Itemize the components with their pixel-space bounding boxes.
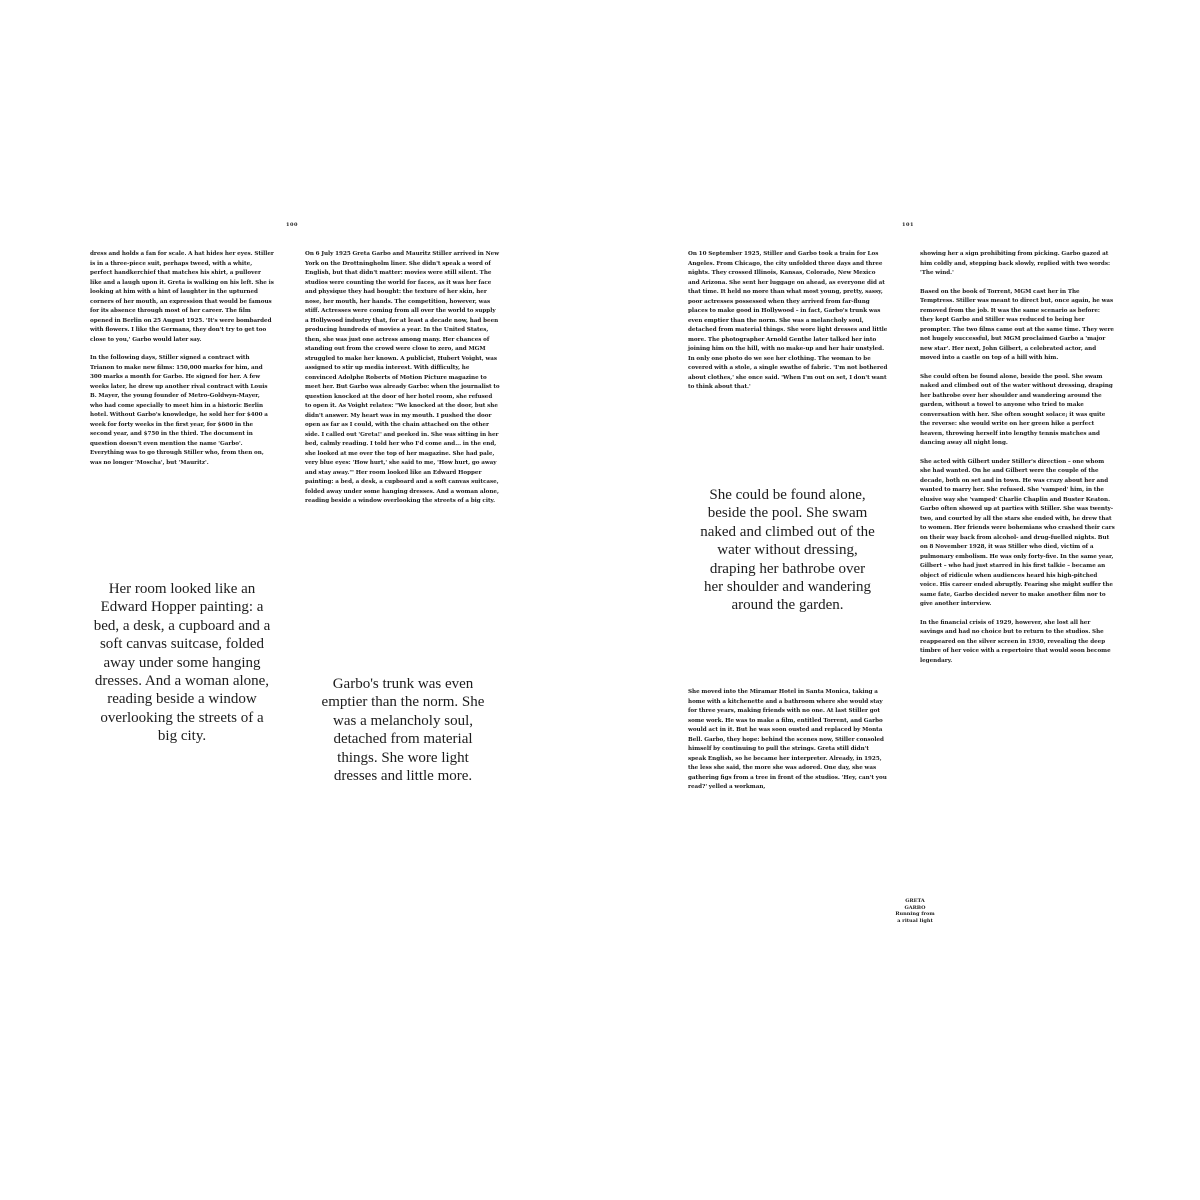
left-column-2 [305,250,500,516]
right-column-1-continued [688,688,888,802]
right-column-1 [688,250,888,402]
footer-line: GARBO [904,904,926,911]
footer-line: Running from [895,911,935,917]
paragraph: She moved into the Miramar Hotel in Santa Monica, taking a home with a kitchenette and a bathroom where she would stay for three years, making friends with no one. At last Stiller got some work. He was to make a film, entitled Torrent, and Garbo would act in it. But he was soon ousted and replaced by Monta Bell. Garbo, they hope: behind the scenes now, Stiller consoled himself by continuing to pull the strings. Greta still didn't speak English, so he became her interpreter. Already, in 1925, the less she said, the more she was adored. One day, she was gathering figs from a tree in front of the studios. 'Hey, can't you read?' yelled a workman, [688,689,887,790]
paragraph: In the financial crisis of 1929, however, she lost all her savings and had no choice but to return to the studios. She reappeared on the silver screen in 1930, revealing the deep timbre of her voice with a repertoire that would soon become legendary. [920,619,1111,664]
right-page [600,0,1200,1200]
pull-quote-trunk: Garbo's trunk was even emptier than the norm. She was a melancholy soul, detached from material things. She wore light dresses and little more. [321,676,485,785]
pull-quote-pool: She could be found alone, beside the pool. She swam naked and climbed out of the water without dressing, draping her bathrobe over her shoulder and wandering around the garden. [700,487,875,614]
paragraph: She acted with Gilbert under Stiller's direction – one whom she had wanted. On he and Gilbert were the couple of the decade, both on set and in town. He was crazy about her and wanted to marry her. She refused. She 'vamped' him, in the elusive way she 'vamped' Charlie Chaplin and Buster Keaton. Garbo often showed up at parties with Stiller. She was twenty-two, and courted by all the stars she ended with, he drew that to women. Her friends were bohemians who crashed their cars on their way back from alcohol- and drug-fuelled nights. But on 8 November 1928, it was Stiller who died, victim of a pulmonary embolism. He was only forty-five. In the same year, Gilbert – who had just starred in his first talkie – became an object of ridicule when audiences heard his high-pitched voice. His career ended abruptly. Fearing she might suffer the same fate, Garbo decided never to make another film nor to give another interview. [920,458,1115,607]
paragraph: In the following days, Stiller signed a contract with Trianon to make new films: 150,000 marks for him, and 300 marks a month for Garbo. He signed for her. A few weeks later, he drew up another rival contract with Louis B. Mayer, the young founder of Metro-Goldwyn-Mayer, who had come specially to meet him in a historic Berlin hotel. Without Garbo's knowledge, he sold her for $400 a week for forty weeks in the first year, for $600 in the second year, and $750 in the third. The document in question doesn't even mention the name 'Garbo'. Everything was to go through Stiller who, from then on, was no longer 'Moscha', but 'Mauritz'. [90,355,268,466]
paragraph: On 10 September 1925, Stiller and Garbo took a train for Los Angeles. From Chicago, the city unfolded three days and three nights. They crossed Illinois, Kansas, Colorado, New Mexico and Arizona. She sent her luggage on ahead, as everyone did at that time. It held no more than what most young, pretty, sassy, poor actresses possessed when they arrived from far-flung places to make good in Hollywood – in fact, Garbo's trunk was even emptier than the norm. She was a melancholy soul, detached from material things. She wore light dresses and little more. The photographer Arnold Genthe later talked her into joining him on the hill, with no make-up and her hair unstyled. In only one photo do we see her clothing. The woman to be covered with a stole, a single swathe of fabric. 'I'm not bothered about clothes,' she once said. 'When I'm out on set, I don't want to think about that.' [688,251,888,390]
paragraph: showing her a sign prohibiting from picking. Garbo gazed at him coldly and, stepping back slowly, replied with two words: 'The wind.' [920,251,1111,276]
pull-quote-hopper: Her room looked like an Edward Hopper painting: a bed, a desk, a cupboard and a soft canvas suitcase, folded away under some hanging dresses. And a woman alone, reading beside a window overlooking the streets of a big city. [93,581,271,745]
left-column-1 [90,250,274,477]
paragraph: On 6 July 1925 Greta Garbo and Mauritz Stiller arrived in New York on the Drottningholm liner. She didn't speak a word of English, but that didn't matter: movies were still silent. The studios were counting the world for faces, as it was her face and physique they had bought: the texture of her skin, her nose, her mouth, her hands. The competition, however, was stiff. Actresses were coming from all over the world to supply a Hollywood industry that, for at least a decade now, had been producing hundreds of movies a year. In the United States, then, she was just one actress among many. Her chances of standing out from the crowd were close to zero, and MGM struggled to make her known. A publicist, Hubert Voight, was assigned to stir up media interest. With difficulty, he convinced Adolphe Roberts of Motion Picture magazine to meet her. But Garbo was already Garbo: when the journalist to question knocked at the door of her hotel room, she refused to open it. As Voight relates: "We knocked at the door, but she didn't answer. My heart was in my mouth. I pushed the door open as far as I could, with the chain attached on the other side. I called out 'Greta!' and peeked in. She was sitting in her bed, calmly reading. I told her who I'd come and... in the end, she looked at me over the top of her magazine. She had pale, very blue eyes: 'How hurt,' she said to me, 'How hurt, go away and stay away.'" Her room looked like an Edward Hopper painting: a bed, a desk, a cupboard and a soft canvas suitcase, folded away under some hanging dresses. And a woman alone, reading beside a window overlooking the streets of a big city. [305,251,500,504]
footer-line: GRETA [905,898,925,904]
paragraph: Based on the book of Torrent, MGM cast her in The Temptress. Stiller was meant to direct but, once again, he was removed from the job. It was the same scenario as before: they kept Garbo and Stiller was reduced to being her prompter. The two films came out at the same time. They were not hugely successful, but MGM proclaimed Garbo a 'major new star'. Her next, John Gilbert, a celebrated actor, and moved into a castle on top of a hill with him. [920,288,1114,361]
running-footer [885,898,945,924]
right-column-2 [920,250,1115,675]
right-page-number: 101 [902,222,914,228]
paragraph: She could often be found alone, beside the pool. She swam naked and climbed out of the water without dressing, draping her bathrobe over her shoulder and wandering around the garden, without a towel to anyone who tried to make conversation with her. She often sought solace; it was quite the reverse: she would write on her green hike a perfect heaven, throwing herself into lengthy tennis matches and dancing away all night long. [920,373,1113,446]
footer-line: a ritual light [897,917,933,924]
left-page-number: 100 [286,222,298,228]
paragraph: dress and holds a fan for scale. A hat hides her eyes. Stiller is in a three-piece suit, perhaps tweed, with a white, perfect handkerchief that matches his shirt, a pullover like and a laugh upon it. Greta is walking on his left. She is looking at him with a hint of laughter in the upturned corners of her mouth, an expression that would be famous for its absence through most of her career. The film opened in Berlin on 25 August 1925. 'It's were bombarded with flowers. I like the Germans, they don't try to get too close to you,' Garbo would later say. [90,251,274,343]
